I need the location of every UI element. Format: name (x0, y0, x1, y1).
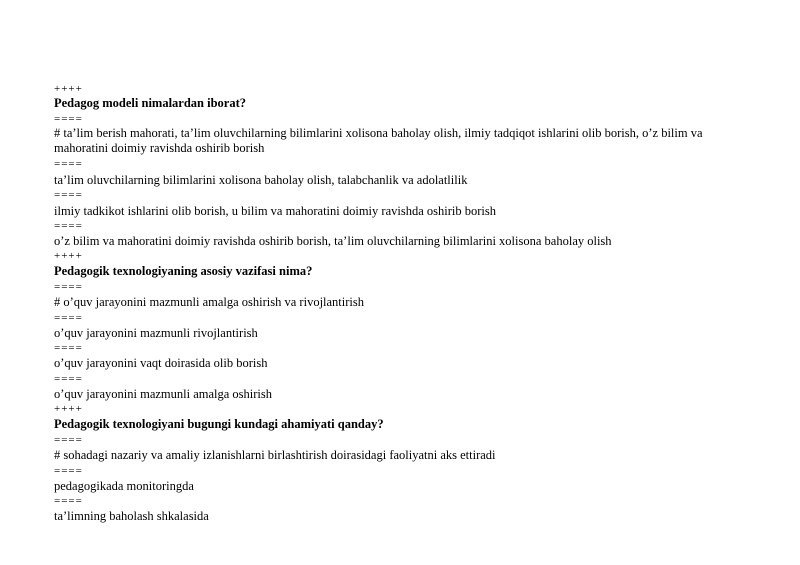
answer-option: o’quv jarayonini mazmunli amalga oshirish (54, 387, 273, 401)
option-separator: ==== (54, 465, 83, 477)
question-title: Pedagog modeli nimalardan iborat? (54, 96, 247, 110)
answer-option: o’quv jarayonini vaqt doirasida olib borish (54, 356, 268, 370)
option-separator: ==== (54, 495, 83, 507)
answer-option: o’quv jarayonini mazmunli rivojlantirish (54, 326, 258, 340)
block-separator: ++++ (54, 83, 83, 95)
block-separator: ++++ (54, 403, 83, 415)
answer-option: ilmiy tadkikot ishlarini olib borish, u bilim va mahoratini doimiy ravishda oshirib borish (54, 204, 496, 218)
question-title: Pedagogik texnologiyani bugungi kundagi ahamiyati qanday? (54, 417, 384, 431)
option-separator: ==== (54, 434, 83, 446)
answer-option-correct: # ta’lim berish mahorati, ta’lim oluvchilarning bilimlarini xolisona baholay olish, ilmiy tadqiqot ishlarini olib borish, o’z bilim va mahoratini doimiy ravishda oshirib borish (54, 126, 703, 155)
option-separator: ==== (54, 342, 83, 354)
option-separator: ==== (54, 373, 83, 385)
answer-option-correct: # sohadagi nazariy va amaliy izlanishlarni birlashtirish doirasidagi faoliyatni aks ettiradi (54, 448, 496, 462)
answer-option: o’z bilim va mahoratini doimiy ravishda oshirib borish, ta’lim oluvchilarning bilimlarini xolisona baholay olish (54, 234, 612, 248)
option-separator: ==== (54, 312, 83, 324)
option-separator: ==== (54, 158, 83, 170)
question-title: Pedagogik texnologiyaning asosiy vazifasi nima? (54, 264, 313, 278)
block-separator: ++++ (54, 250, 83, 262)
option-separator: ==== (54, 281, 83, 293)
option-separator: ==== (54, 113, 83, 125)
option-separator: ==== (54, 220, 83, 232)
answer-option: ta’limning baholash shkalasida (54, 509, 209, 523)
answer-option-correct: # o’quv jarayonini mazmunli amalga oshirish va rivojlantirish (54, 295, 365, 309)
answer-option: pedagogikada monitoringda (54, 479, 194, 493)
answer-option: ta’lim oluvchilarning bilimlarini xolisona baholay olish, talabchanlik va adolatlilik (54, 173, 468, 187)
option-separator: ==== (54, 189, 83, 201)
